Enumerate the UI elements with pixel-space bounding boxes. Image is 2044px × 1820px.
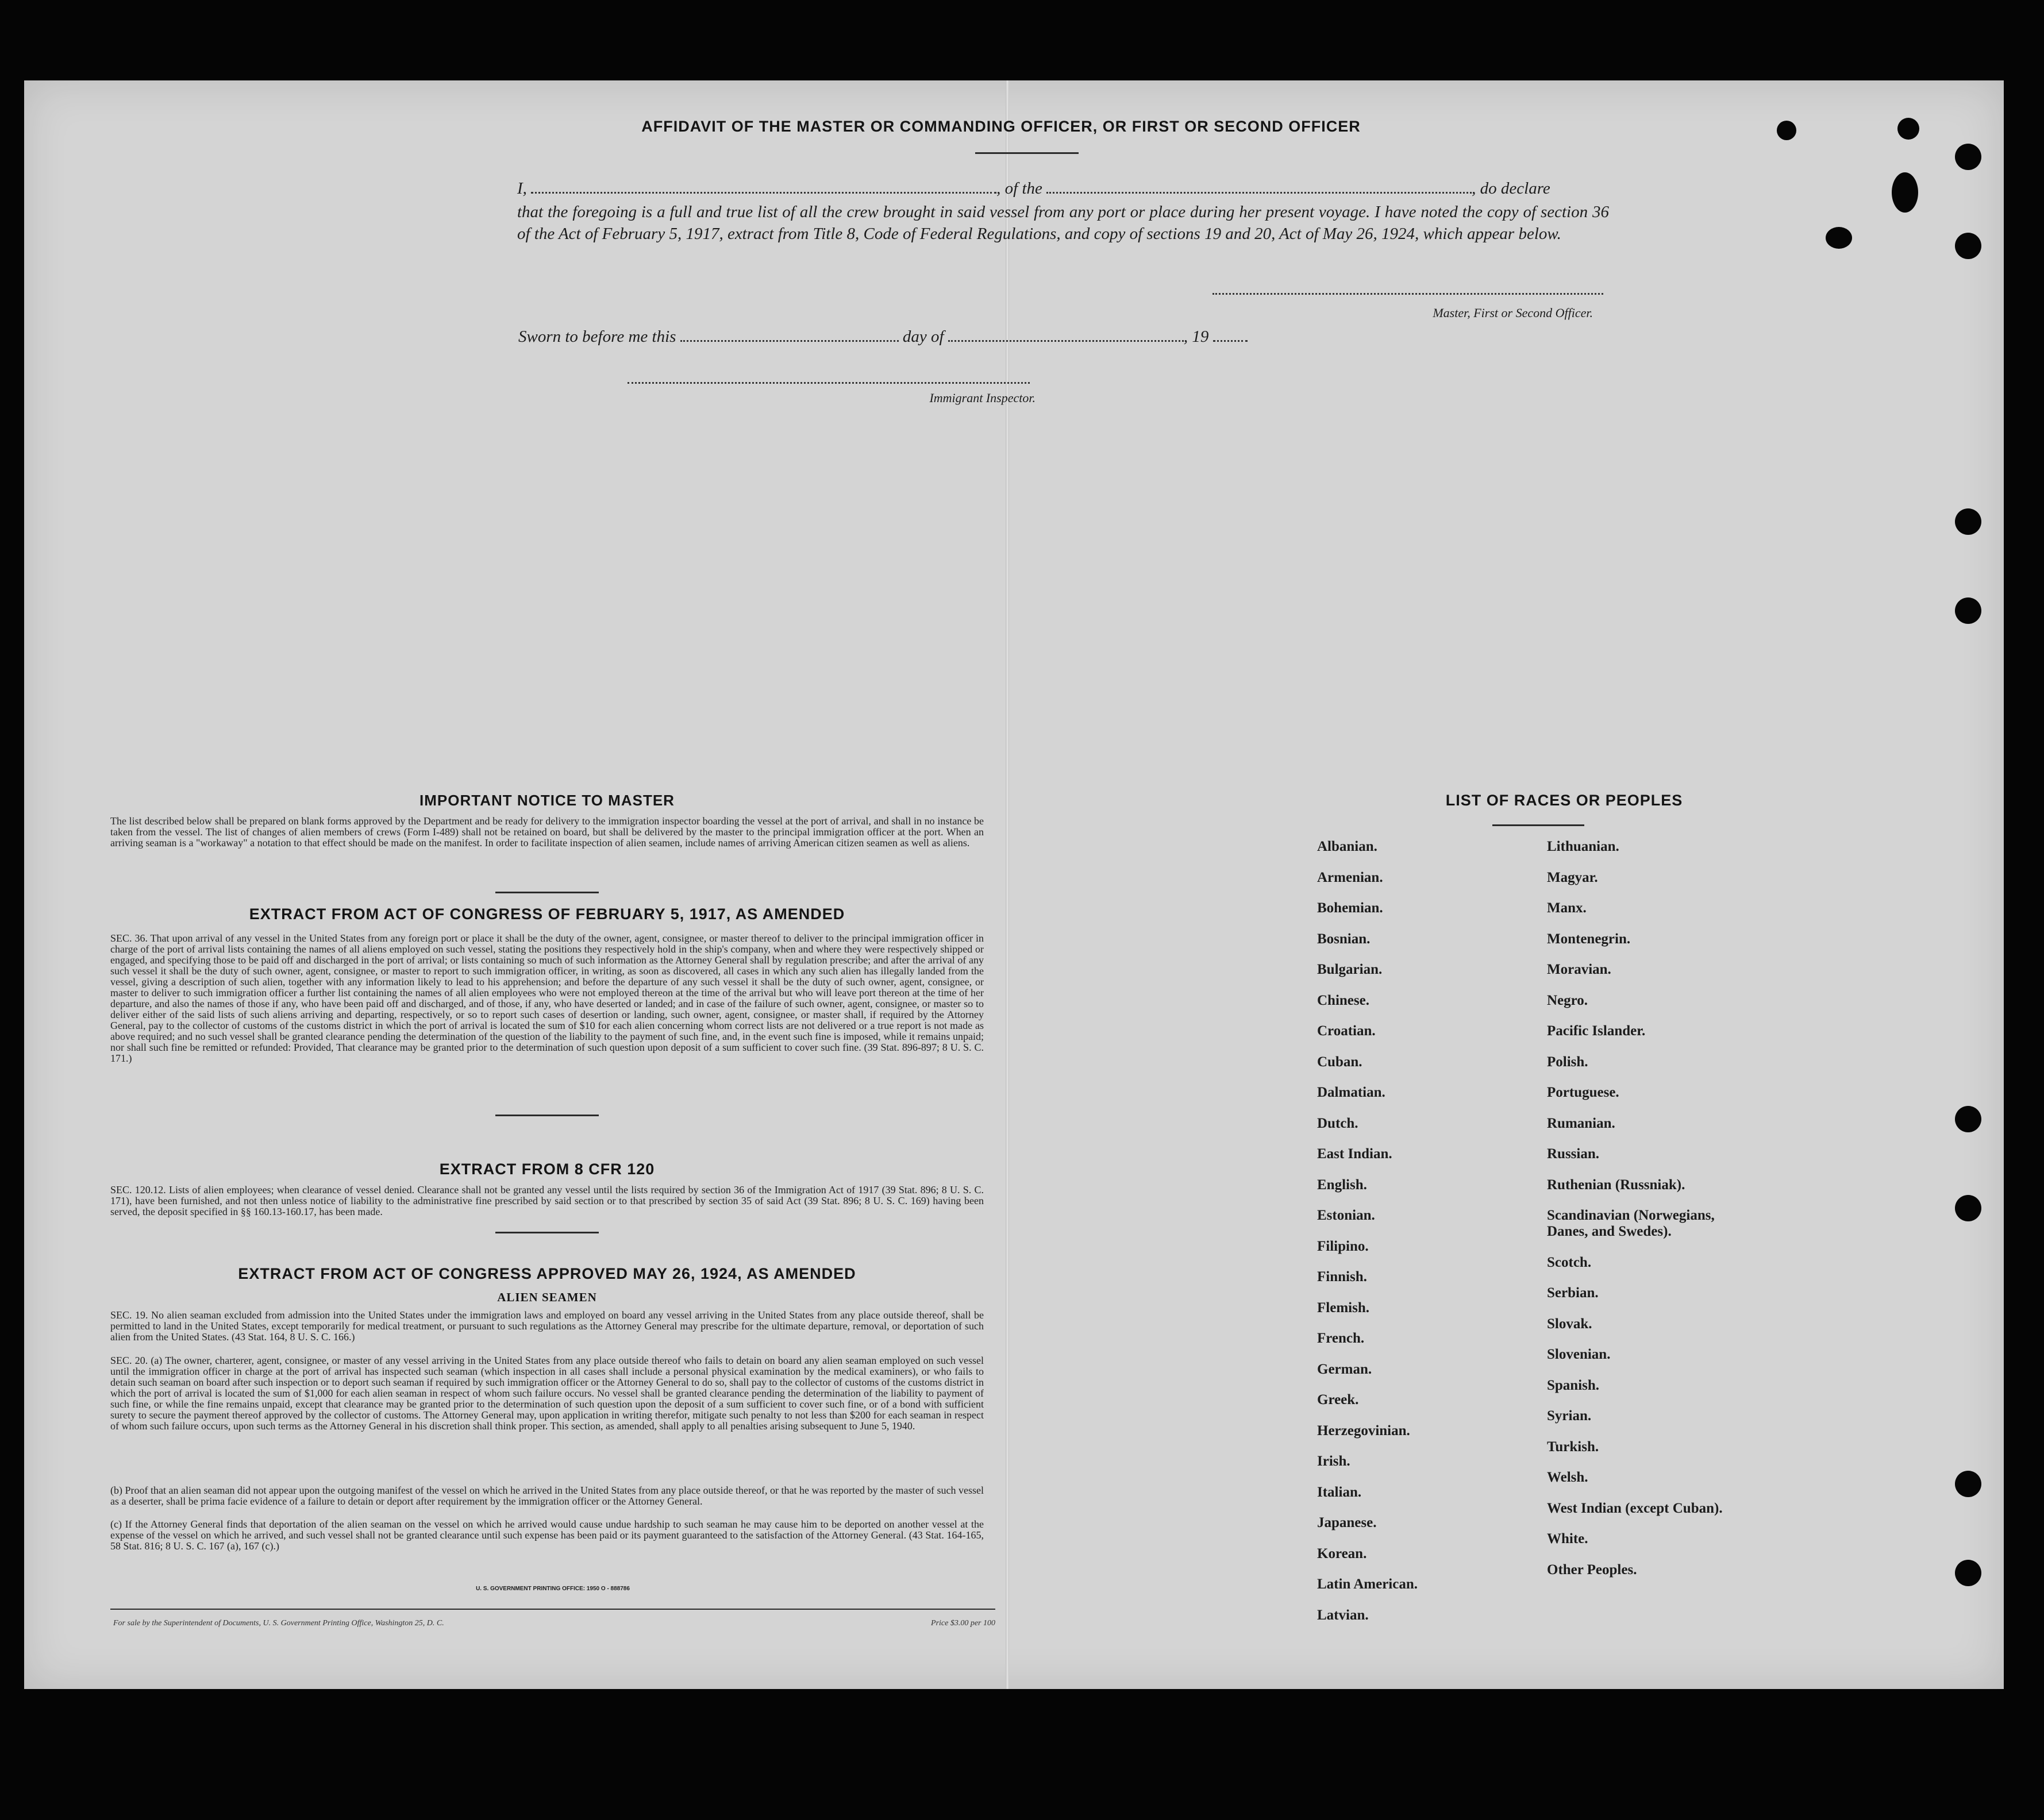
race-item-left: Estonian. — [1317, 1208, 1375, 1223]
race-item-right: Spanish. — [1547, 1377, 1600, 1393]
race-item-right: Ruthenian (Russniak). — [1547, 1177, 1685, 1193]
race-item-right: Pacific Islander. — [1547, 1023, 1646, 1039]
extract-1924-sec20b: (b) Proof that an alien seaman did not appear upon the outgoing manifest of the vessel on which he arrived in the United States from any place outside thereof, or that he was reported by the master of such vessel as a deserter, shall be prima facie evidence of a failure to detain or deport after requirement by the immigration officer or the Attorney General. — [110, 1484, 984, 1507]
binder-hole — [1955, 1471, 1981, 1497]
race-item-right: Montenegrin. — [1547, 931, 1631, 947]
cfr-title: EXTRACT FROM 8 CFR 120 — [439, 1160, 655, 1178]
race-item-left: Latvian. — [1317, 1607, 1369, 1623]
race-item-right: Russian. — [1547, 1146, 1600, 1162]
vessel-name-field[interactable] — [1046, 192, 1472, 194]
race-item-left: Albanian. — [1317, 839, 1377, 854]
race-item-right: Manx. — [1547, 900, 1587, 916]
race-item-right: Other Peoples. — [1547, 1561, 1637, 1578]
race-item-right: Scotch. — [1547, 1254, 1592, 1270]
race-item-right: Serbian. — [1547, 1285, 1599, 1301]
footer-rule — [110, 1609, 995, 1610]
race-item-right: Portuguese. — [1547, 1085, 1619, 1100]
race-item-left: Korean. — [1317, 1545, 1367, 1561]
sworn-year-field[interactable] — [1213, 340, 1248, 342]
extract-1917-rule — [495, 1115, 599, 1116]
extract-1924-sec20a: SEC. 20. (a) The owner, charterer, agent, consignee, or master of any vessel arriving in the United States from any place outside thereof who fails to detain on board any alien seaman employed on such vessel until the immigration officer in charge at the port of arrival has inspected such seaman (which inspection in all cases shall include a personal physical examination by the medical examiners), or who fails to detain such seaman on board after such inspection or to deport such seaman if required by such immigration officer or the Attorney General to do so, shall pay to the collector of customs of the customs district in which the port of arrival is located the sum of $1,000 for each alien seaman in respect of whom such failure occurs. No vessel shall be granted clearance pending the determination of the liability to payment of such fine, or while the fine remains unpaid, except that clearance may be granted prior to the determination of such question upon the deposit of a sum sufficient to cover such fine, or of a bond with sufficient surety to secure the payment thereof approved by the collector of customs. The Attorney General may, upon application in writing therefor, mitigate such penalty to not less than $200 for each seaman in respect of whom such failure occurs, upon such terms as the Attorney General in his discretion shall think proper. This section, as amended, shall apply to all penalties arising subsequent to June 5, 1940. — [110, 1355, 984, 1432]
race-item-right: West Indian (except Cuban). — [1547, 1500, 1723, 1516]
binder-hole — [1826, 227, 1852, 249]
race-item-left: English. — [1317, 1177, 1367, 1193]
race-item-left: Irish. — [1317, 1453, 1350, 1469]
master-signature-line[interactable] — [1212, 293, 1603, 295]
printing-office-imprint: U. S. GOVERNMENT PRINTING OFFICE: 1950 O - 888786 — [476, 1586, 630, 1592]
race-item-right: Polish. — [1547, 1054, 1588, 1070]
race-item-right: Syrian. — [1547, 1408, 1592, 1424]
notice-body: The list described below shall be prepared on blank forms approved by the Department and be ready for delivery to the immigration inspector boarding the vessel at the port of arrival, and shall in no instance be taken from the vessel. The list of changes of alien members of crews (Form I-489) shall not be retained on board, but shall be delivered by the master to the principal immigration officer at the port. When an arriving seaman is a "workaway" a notation to that effect should be made on the manifest. In order to facilitate inspection of alien seamen, include names of arriving American citizen seamen as well as aliens. — [110, 815, 984, 849]
binder-hole — [1892, 172, 1918, 213]
binder-hole — [1955, 233, 1981, 259]
races-title-rule — [1492, 824, 1584, 826]
race-item-left: Cuban. — [1317, 1054, 1362, 1070]
inspector-signature-label: Immigrant Inspector. — [929, 391, 1036, 405]
race-item-right: Magyar. — [1547, 869, 1598, 885]
race-item-left: Bulgarian. — [1317, 962, 1383, 977]
race-item-left: Armenian. — [1317, 869, 1383, 885]
binder-hole — [1955, 144, 1981, 170]
sworn-day-field[interactable] — [680, 340, 899, 342]
footer-sale-notice: For sale by the Superintendent of Documents, U. S. Government Printing Office, Washington 25, D. C. — [113, 1619, 444, 1628]
notice-title: IMPORTANT NOTICE TO MASTER — [419, 792, 675, 809]
sworn-year-prefix: , 19 — [1183, 327, 1209, 346]
race-item-right: Danes, and Swedes). — [1547, 1224, 1672, 1239]
extract-1917-body: SEC. 36. That upon arrival of any vessel in the United States from any foreign port or place it shall be the duty of the owner, agent, consignee, or master thereof to deliver to the principal immigration officer in charge of the port of arrival lists containing the names of all aliens employed on such vessel, stating the positions they respectively hold in the ship's company, when and where they were respectively shipped or engaged, and specifying those to be paid off and discharged in the port of arrival; or lists containing so much of such information as the Attorney General shall by regulation prescribe; and after the arrival of any such vessel it shall be the duty of such owner, agent, consignee, or master to report to such immigration officer, in writing, as soon as discovered, all cases in which any such alien has illegally landed from the vessel, giving a description of such alien, together with any information likely to lead to his apprehension; and before the departure of any such vessel it shall be the duty of such owner, agent, consignee, or master to deliver to such immigration officer a further list containing the names of all alien employees who were not employed thereon at the time of the arrival but who will leave port thereon at the time of her departure, and also the names of those if any, who have been paid off and discharged, and of those, if any, who have deserted or landed; and in case of the failure of such owner, agent, consignee, or master so to deliver either of the said lists of such aliens arriving and departing, respectively, or so to report such cases of desertion or landing, such owner, agent, consignee, or master shall, if required by the Attorney General, pay to the collector of customs of the customs district in which the port of arrival is located the sum of $10 for each alien concerning whom correct lists are not delivered or a true report is not made as above required; and no such vessel shall be granted clearance pending the determination of the question of the liability to the payment of such fine, and, in the event such fine is imposed, while it remains unpaid; nor shall such fine be remitted or refunded: Provided, That clearance may be granted prior to the determination of such question upon deposit of a sum sufficient to cover such fine. (39 Stat. 896-897; 8 U. S. C. 171.) — [110, 932, 984, 1064]
race-item-right: Turkish. — [1547, 1439, 1599, 1455]
binder-hole — [1955, 1560, 1981, 1586]
race-item-left: German. — [1317, 1361, 1372, 1377]
race-item-left: Herzegovinian. — [1317, 1422, 1410, 1439]
extract-1917-title: EXTRACT FROM ACT OF CONGRESS OF FEBRUARY 5, 1917, AS AMENDED — [249, 905, 845, 923]
race-item-right: Slovak. — [1547, 1316, 1592, 1332]
binder-hole — [1955, 597, 1981, 624]
affidavit-i: I, — [517, 179, 527, 198]
sworn-line — [518, 327, 1380, 346]
affidavit-body: that the foregoing is a full and true list of all the crew brought in said vessel from any port or place during her present voyage. I have noted the copy of section 36 of the Act of February 5, 1917, extract from Title 8, Code of Federal Regulations, and copy of sections 19 and 20, Act of May 26, 1924, which appear below. — [517, 203, 1609, 243]
race-item-left: Flemish. — [1317, 1300, 1369, 1316]
race-item-right: Welsh. — [1547, 1470, 1588, 1485]
binder-hole — [1955, 1106, 1981, 1132]
race-item-left: Finnish. — [1317, 1269, 1367, 1285]
race-item-left: French. — [1317, 1331, 1365, 1346]
binder-hole — [1777, 121, 1796, 140]
race-item-left: Italian. — [1317, 1484, 1362, 1500]
race-item-left: East Indian. — [1317, 1146, 1392, 1162]
race-item-right: Moravian. — [1547, 962, 1611, 977]
race-item-right: White. — [1547, 1531, 1588, 1547]
footer-price: Price $3.00 per 100 — [931, 1619, 995, 1628]
document-sheet — [24, 80, 2004, 1689]
race-item-left: Dutch. — [1317, 1115, 1358, 1131]
extract-1924-subtitle: ALIEN SEAMEN — [497, 1290, 597, 1304]
race-item-right: Negro. — [1547, 992, 1588, 1008]
notice-rule — [495, 892, 599, 893]
extract-1924-sec20c: (c) If the Attorney General finds that deportation of the alien seaman on the vessel on which he arrived would cause undue hardship to such seaman he may cause him to be deported on another vessel at the expense of the vessel on which he arrived, and such vessel shall not be granted clearance until such expense has been paid or its payment guaranteed to the satisfaction of the Attorney General. (43 Stat. 164-165, 58 Stat. 816; 8 U. S. C. 167 (a), 167 (c).) — [110, 1518, 984, 1552]
cfr-body: SEC. 120.12. Lists of alien employees; when clearance of vessel denied. Clearance shall not be granted any vessel until the lists required by section 36 of the Immigration Act of 1917 (39 Stat. 896; 8 U. S. C. 171), have been furnished, and not then unless notice of liability to the administrative fine prescribed by said section or to that prescribed by section 35 of said Act (39 Stat. 896; 8 U. S. C. 169) having been served, the deposit specified in §§ 160.13-160.17, has been made. — [110, 1184, 984, 1217]
race-item-right: Scandinavian (Norwegians, — [1547, 1208, 1715, 1223]
race-item-left: Croatian. — [1317, 1023, 1376, 1039]
race-item-right: Slovenian. — [1547, 1347, 1611, 1362]
affidavit-of-the: , of the — [996, 179, 1042, 198]
master-signature-label: Master, First or Second Officer. — [1433, 306, 1593, 320]
affidavit-title-rule — [975, 152, 1079, 154]
binder-hole — [1955, 1195, 1981, 1221]
race-item-left: Dalmatian. — [1317, 1085, 1385, 1100]
binder-hole — [1897, 118, 1919, 140]
inspector-signature-line[interactable] — [628, 382, 1030, 384]
race-item-right: Rumanian. — [1547, 1115, 1615, 1131]
race-item-right: Lithuanian. — [1547, 839, 1619, 854]
affidavit-do-declare: , do declare — [1472, 179, 1550, 198]
extract-1924-sec19: SEC. 19. No alien seaman excluded from admission into the United States under the immigration laws and employed on board any vessel arriving in the United States from any place outside thereof, shall be permitted to land in the United States, except temporarily for medical treatment, or pursuant to such regulations as the Attorney General may prescribe for the ultimate departure, removal, or deportation of such alien from the United States. (43 Stat. 164, 8 U. S. C. 166.) — [110, 1309, 984, 1343]
race-item-left: Greek. — [1317, 1392, 1359, 1408]
race-item-left: Bosnian. — [1317, 931, 1371, 947]
page-fold — [1006, 80, 1009, 1689]
sworn-month-field[interactable] — [948, 340, 1184, 342]
race-item-left: Bohemian. — [1317, 900, 1383, 916]
affidavit-declaration-line — [517, 179, 1615, 198]
binder-hole — [1955, 508, 1981, 535]
races-title: LIST OF RACES OR PEOPLES — [1445, 792, 1683, 809]
sworn-label: Sworn to before me this — [518, 327, 676, 346]
extract-1924-title: EXTRACT FROM ACT OF CONGRESS APPROVED MAY 26, 1924, AS AMENDED — [238, 1265, 856, 1282]
master-name-field[interactable] — [531, 192, 996, 194]
race-item-left: Japanese. — [1317, 1515, 1377, 1530]
sworn-day-of: day of — [902, 327, 944, 346]
race-item-left: Chinese. — [1317, 992, 1369, 1008]
cfr-rule — [495, 1232, 599, 1233]
race-item-left: Filipino. — [1317, 1238, 1369, 1254]
race-item-left: Latin American. — [1317, 1576, 1418, 1592]
affidavit-title: AFFIDAVIT OF THE MASTER OR COMMANDING OFFICER, OR FIRST OR SECOND OFFICER — [641, 118, 1361, 135]
